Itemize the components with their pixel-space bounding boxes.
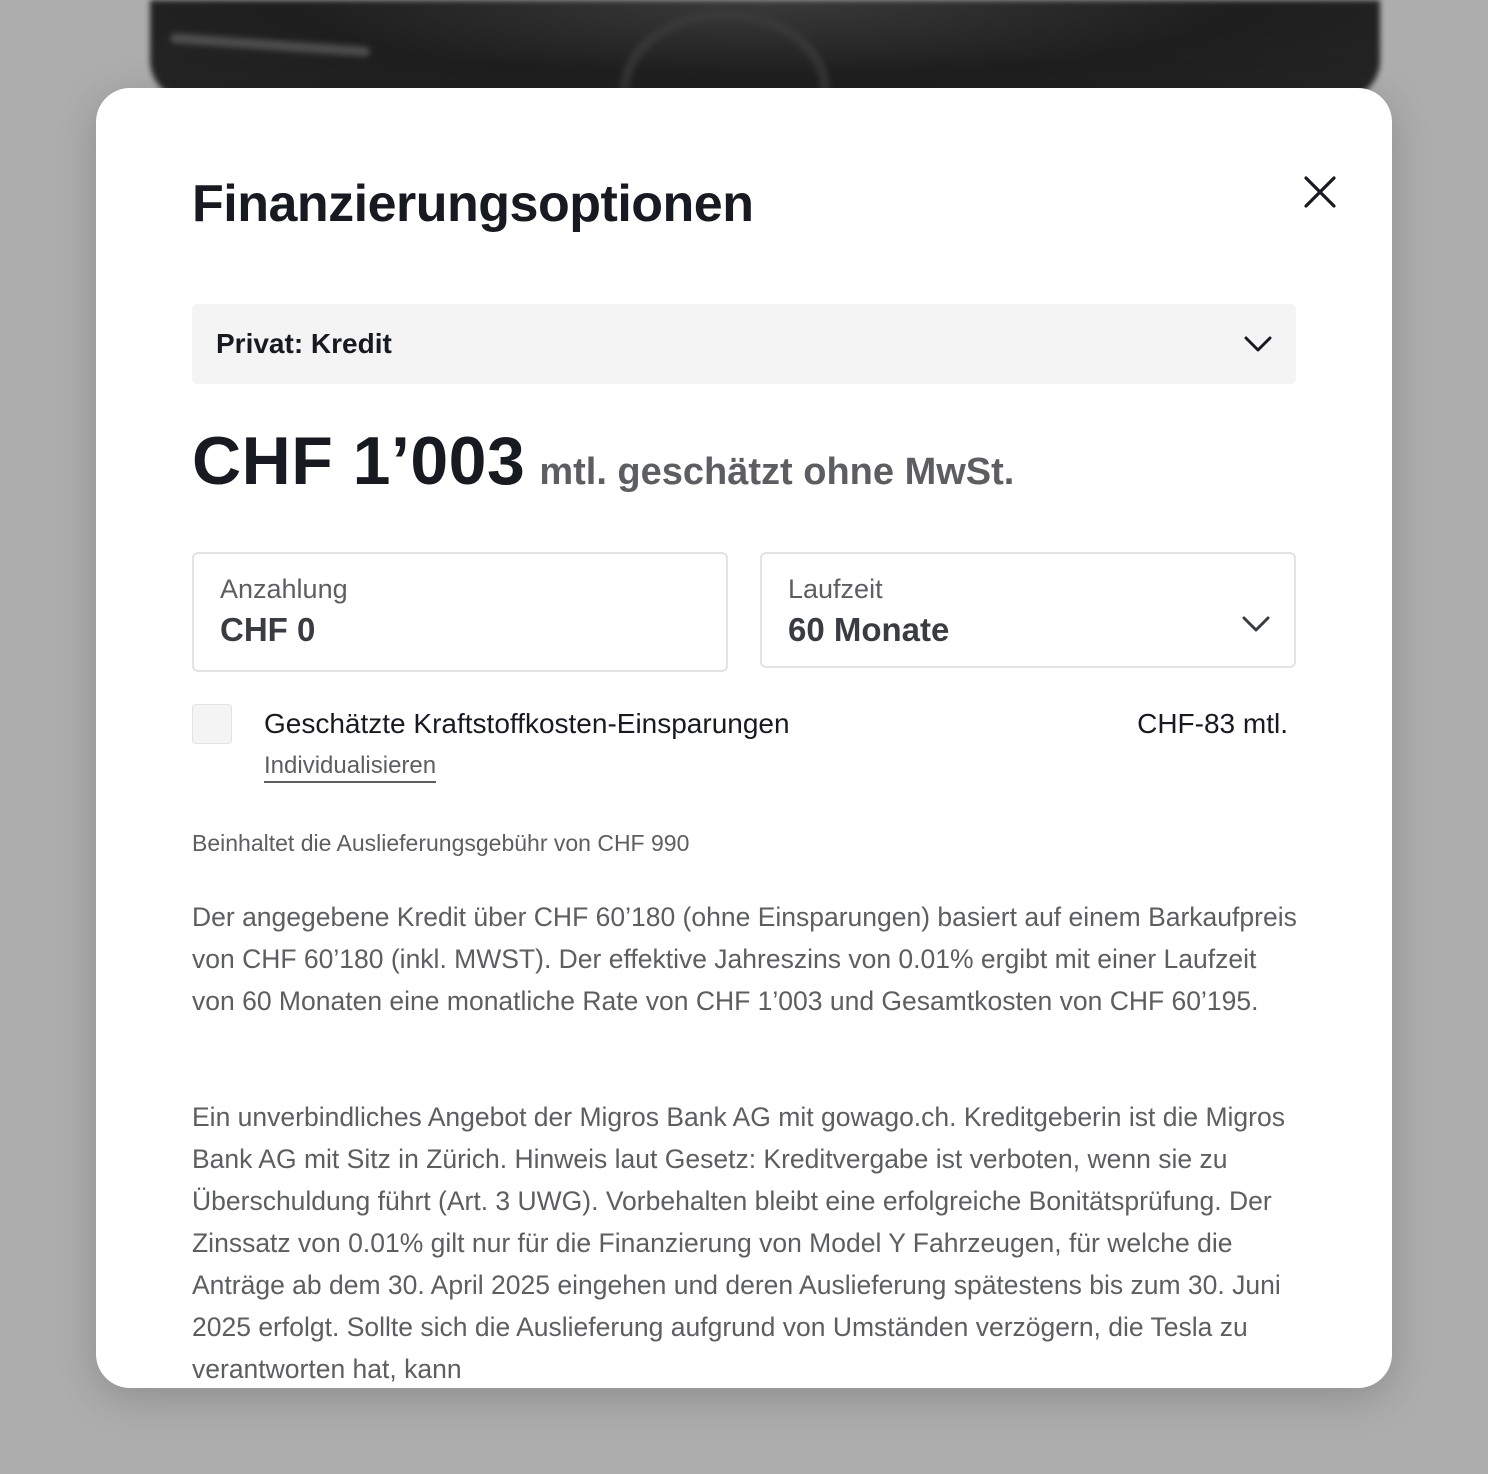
financing-type-value: Privat: Kredit	[216, 328, 392, 359]
fuel-savings-checkbox[interactable]	[192, 704, 232, 744]
financing-type-select[interactable]	[192, 304, 1296, 384]
vehicle-light-strip	[170, 33, 370, 57]
price-suffix: mtl. geschätzt ohne MwSt.	[539, 451, 1015, 493]
fuel-savings-label: Geschätzte Kraftstoffkosten-Einsparungen	[264, 708, 790, 739]
customize-link[interactable]: Individualisieren	[264, 752, 436, 783]
legal-disclaimer-paragraph: Ein unverbindliches Angebot der Migros Bank AG mit gowago.ch. Kreditgeberin ist die Migros Bank AG mit Sitz in Zürich. Hinweis laut Gesetz: Kreditvergabe ist verboten, wenn sie zu Überschuldung führt (Art. 3 UWG). Vorbehalten bleibt eine erfolgreiche Bonitätsprüfung. Der Zinssatz von 0.01% gilt nur für die Finanzierung von Model Y Fahrzeugen, für welche die Anträge ab dem 30. April 2025 eingehen und deren Auslieferung spätestens bis zum 30. Juni 2025 erfolgt. Sollte sich die Auslieferung aufgrund von Umständen verzögern, die Tesla zu verantworten hat, kann	[192, 1102, 1285, 1384]
credit-details-paragraph: Der angegebene Kredit über CHF 60’180 (ohne Einsparungen) basiert auf einem Barkaufpreis von CHF 60’180 (inkl. MWST). Der effektive Jahreszins von 0.01% ergibt mit einer Laufzeit von 60 Monaten eine monatliche Rate von CHF 1’003 und Gesamtkosten von CHF 60’195.	[192, 902, 1297, 1016]
chevron-down-icon	[1244, 336, 1272, 352]
down-payment-field[interactable]	[192, 552, 728, 672]
term-label: Laufzeit	[788, 574, 883, 604]
price-amount: CHF 1’003	[192, 423, 526, 499]
monthly-price	[192, 422, 1014, 500]
term-value: 60 Monate	[788, 611, 950, 648]
close-icon	[1303, 175, 1337, 209]
close-button[interactable]	[1296, 168, 1344, 216]
background-vehicle-image	[150, 0, 1380, 100]
term-select[interactable]	[760, 552, 1296, 668]
financing-options-modal	[96, 88, 1392, 1388]
fuel-savings-value: CHF-83 mtl.	[1137, 708, 1288, 739]
down-payment-value: CHF 0	[220, 611, 316, 648]
chevron-down-icon	[1242, 616, 1270, 632]
modal-title: Finanzierungsoptionen	[192, 175, 754, 233]
down-payment-label: Anzahlung	[220, 574, 348, 604]
delivery-fee-note: Beinhaltet die Auslieferungsgebühr von CHF 990	[192, 830, 690, 856]
